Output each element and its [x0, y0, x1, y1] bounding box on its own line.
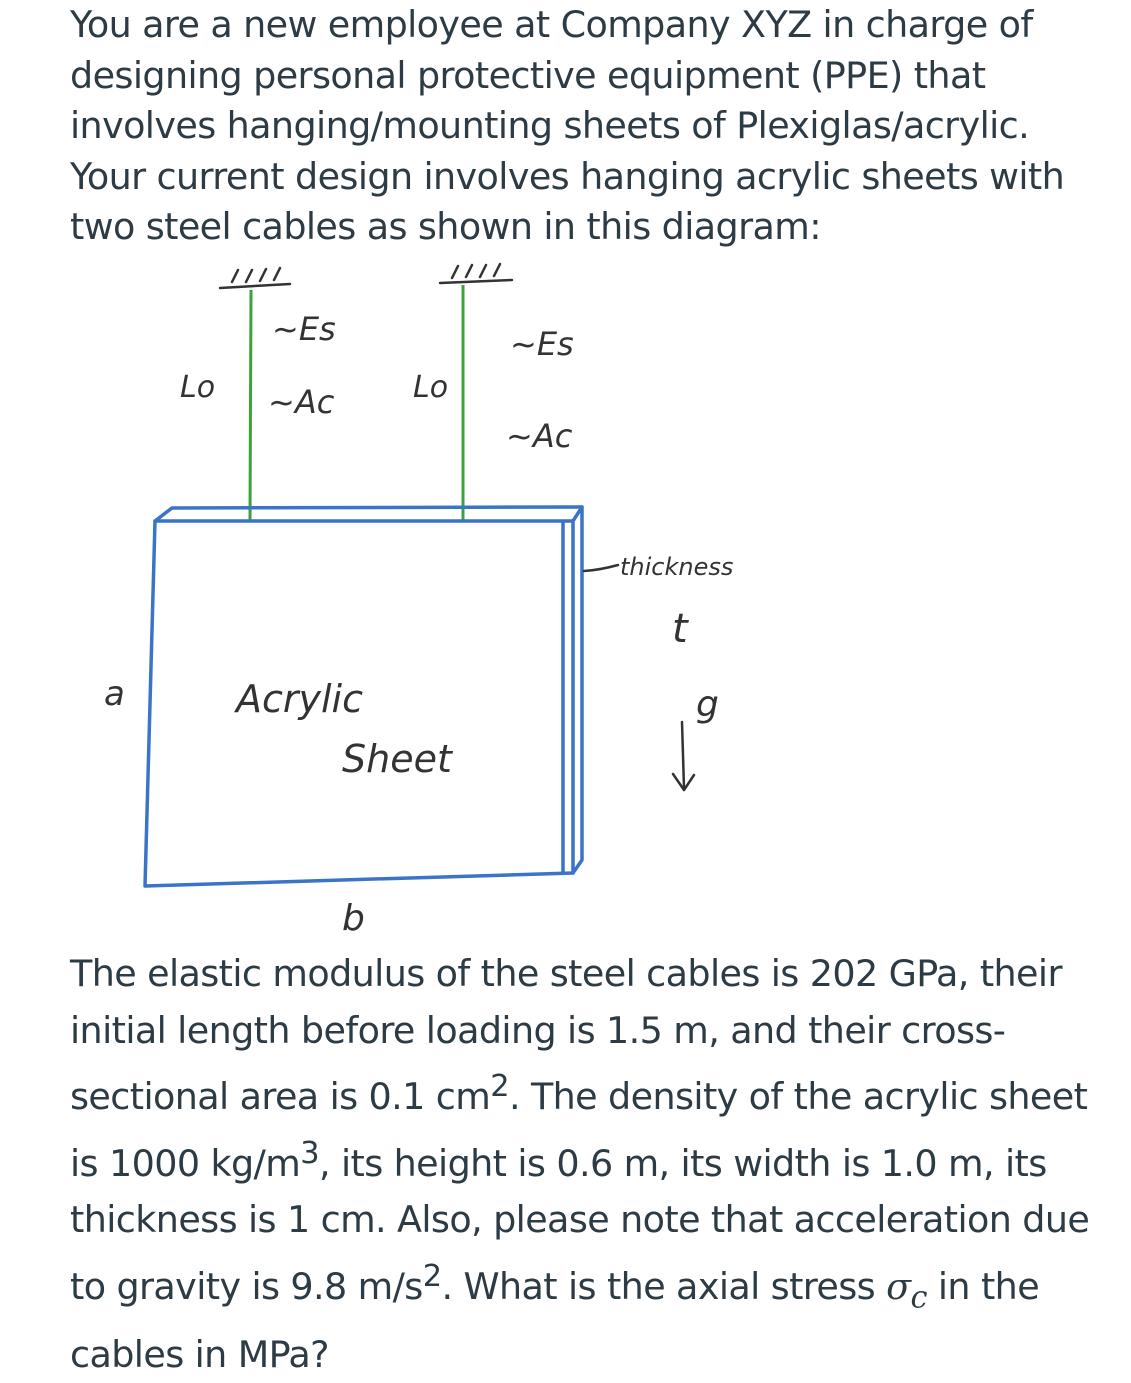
intro-paragraph: You are a new employee at Company XYZ in charge of designing personal protective equipment (PPE) that involves hanging/mounting sheets of Plexiglas/acrylic. Your current design involves hanging acrylic sheets with two steel cables as shown in this diagram: [70, 3, 1065, 248]
thickness-symbol: t [672, 606, 688, 652]
left-cable-area-label: ~Ac [268, 383, 335, 421]
right-cable-modulus-label: ~Es [510, 325, 574, 363]
sheet-height-label: a [104, 674, 125, 714]
right-ceiling-support [440, 264, 512, 283]
right-cable-area-label: ~Ac [506, 417, 573, 455]
gravity-arrow-icon [673, 722, 694, 790]
left-cable-modulus-label: ~Es [272, 310, 336, 348]
problem-text-part4: . What is the axial stress [441, 1264, 887, 1308]
right-cable-length-label: Lo [413, 370, 449, 405]
acrylic-sheet [145, 507, 582, 886]
problem-text-part2: . The density of the acrylic sheet is 1000 kg/m [70, 1075, 1088, 1185]
problem-text-part1: The elastic modulus of the steel cables is 202 GPa, their initial length before loading is 1.5 m, and their cross-sectional area is 0.1 cm [70, 952, 1062, 1119]
gravity-symbol: g [696, 684, 719, 725]
sheet-label-line1: Acrylic [236, 677, 364, 721]
sigma-subscript: c [910, 1280, 927, 1316]
problem-paragraph [70, 946, 1110, 1383]
gravity-unit-exponent: 2 [422, 1258, 442, 1294]
area-unit-exponent: 2 [490, 1069, 509, 1104]
sheet-width-label: b [342, 898, 365, 939]
thickness-label: thickness [620, 553, 734, 581]
density-unit-exponent: 3 [300, 1135, 319, 1171]
left-cable-length-label: Lo [180, 370, 216, 405]
sigma-symbol: σ [886, 1264, 911, 1308]
left-cable [250, 290, 251, 520]
problem-text-part5: in the cables in MPa? [70, 1264, 1040, 1376]
sheet-label-line2: Sheet [342, 737, 452, 781]
thickness-leader [584, 565, 618, 571]
problem-text-part3: , its height is 0.6 m, its width is 1.0 m, its thickness is 1 cm. Also, please note that acceleration due to gravity is 9.8 m/s [70, 1141, 1090, 1308]
left-ceiling-support [220, 268, 290, 288]
